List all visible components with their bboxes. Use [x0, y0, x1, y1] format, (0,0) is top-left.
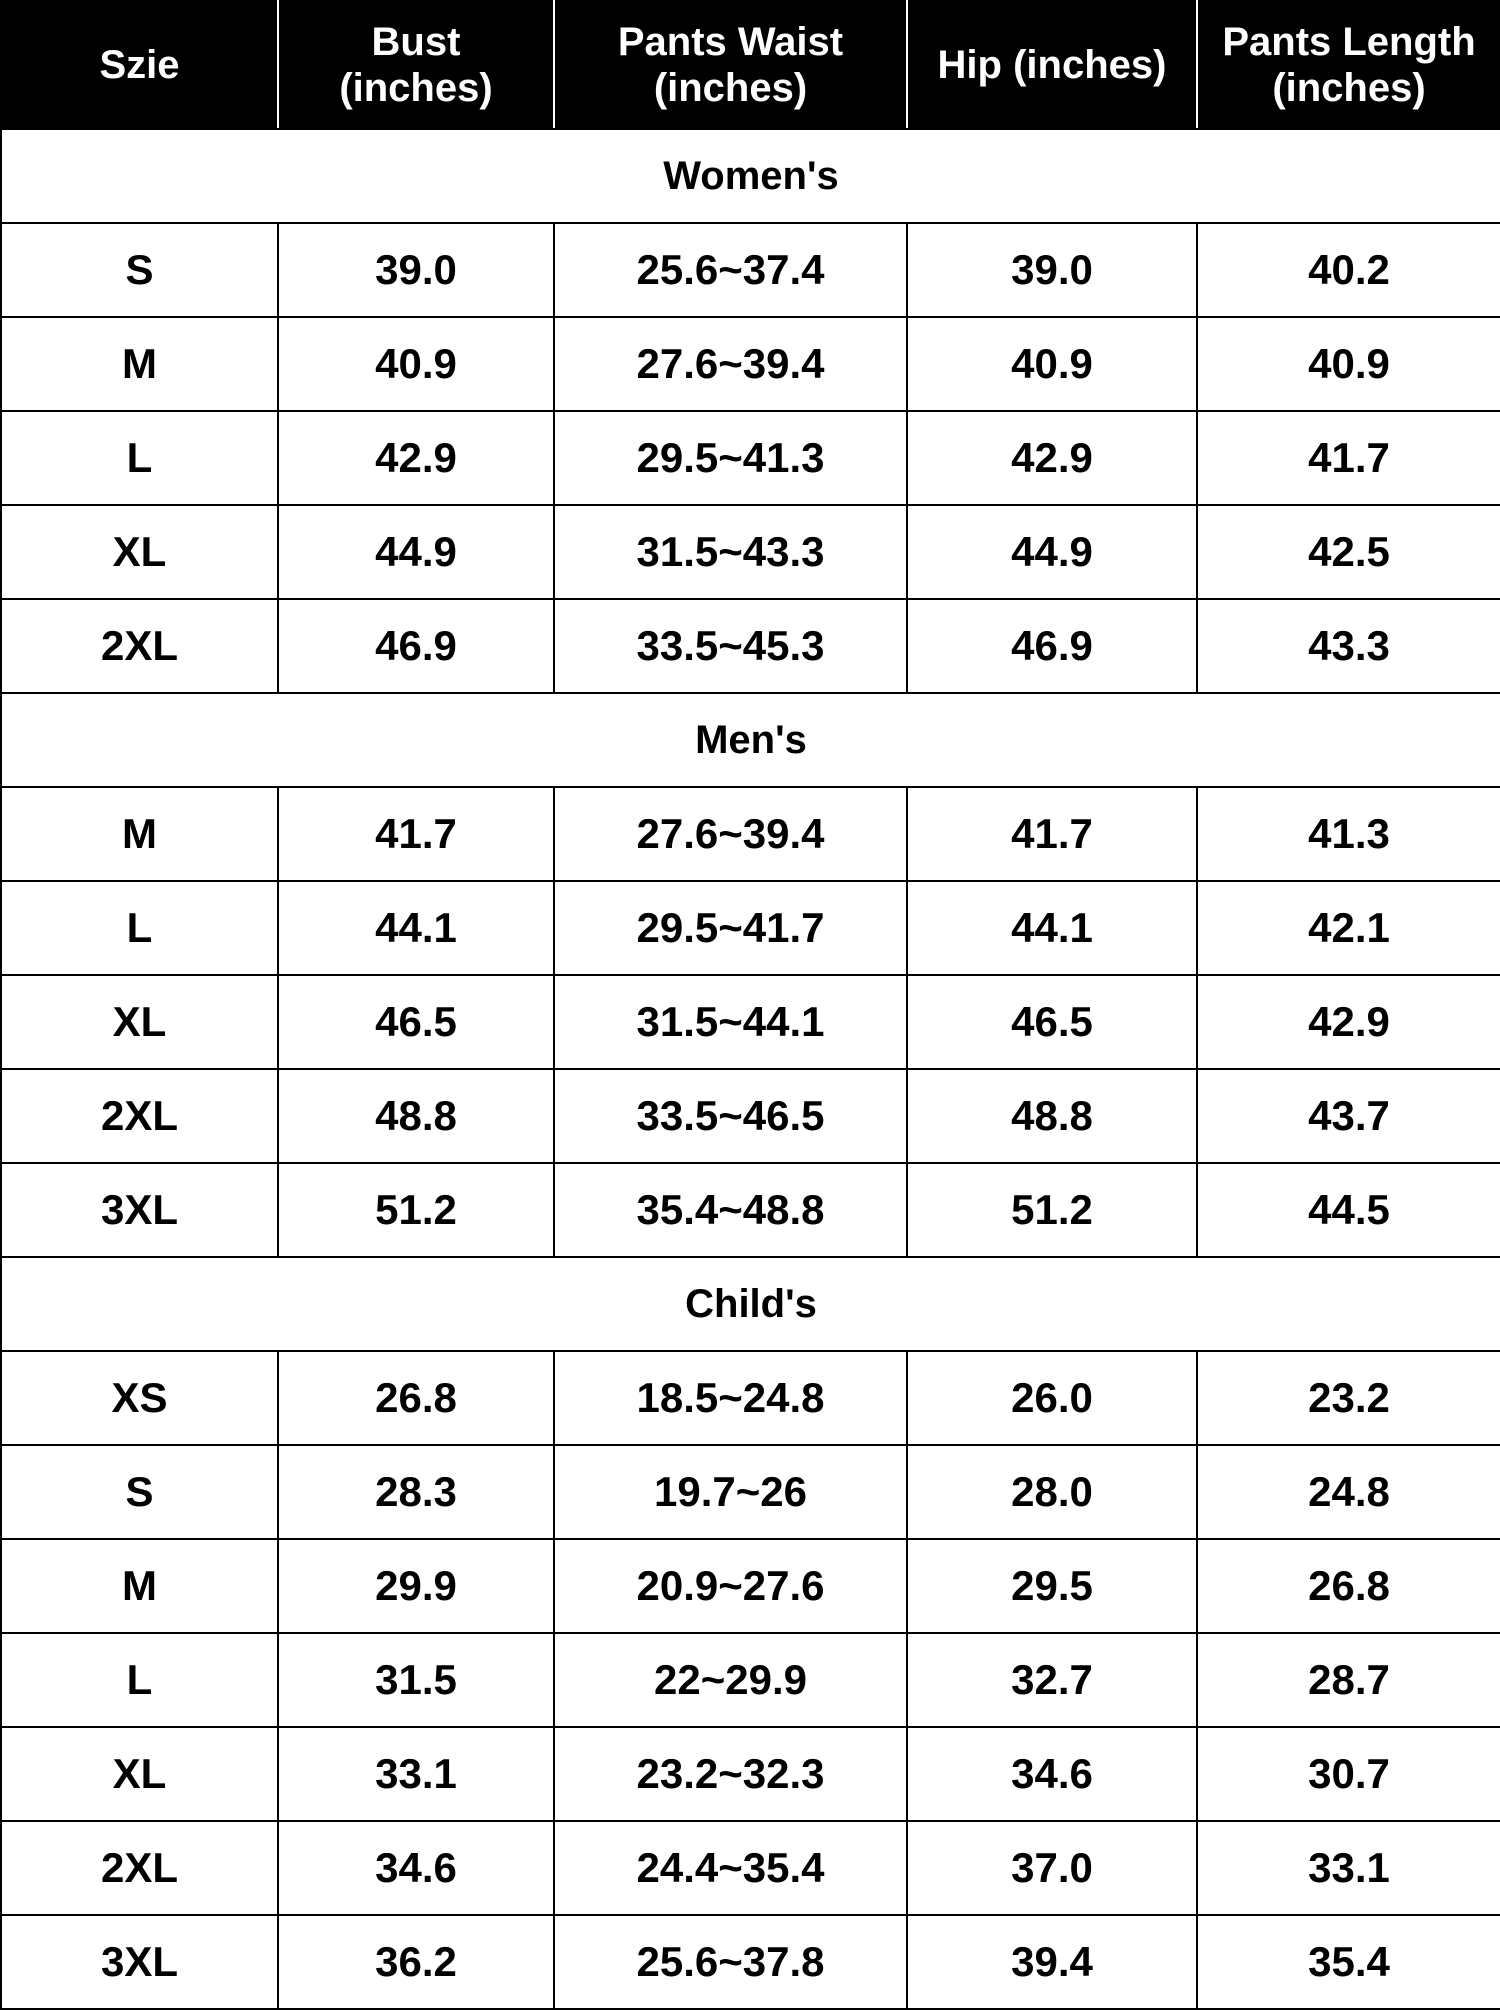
cell-bust: 51.2 — [278, 1163, 554, 1257]
cell-size: S — [1, 223, 278, 317]
cell-hip: 39.4 — [907, 1915, 1197, 2009]
cell-bust: 44.9 — [278, 505, 554, 599]
cell-pants-length: 33.1 — [1197, 1821, 1500, 1915]
cell-bust: 28.3 — [278, 1445, 554, 1539]
cell-size: L — [1, 1633, 278, 1727]
cell-bust: 33.1 — [278, 1727, 554, 1821]
section-title: Child's — [1, 1257, 1500, 1351]
cell-size: XL — [1, 975, 278, 1069]
table-row — [1, 1633, 1500, 1727]
cell-size: XL — [1, 1727, 278, 1821]
cell-hip: 42.9 — [907, 411, 1197, 505]
cell-hip: 46.9 — [907, 599, 1197, 693]
cell-pants-length: 42.5 — [1197, 505, 1500, 599]
cell-size: L — [1, 881, 278, 975]
cell-hip: 37.0 — [907, 1821, 1197, 1915]
table-row — [1, 317, 1500, 411]
cell-pants-waist: 31.5~44.1 — [554, 975, 907, 1069]
cell-pants-waist: 18.5~24.8 — [554, 1351, 907, 1445]
cell-pants-waist: 20.9~27.6 — [554, 1539, 907, 1633]
table-row — [1, 1539, 1500, 1633]
cell-pants-length: 35.4 — [1197, 1915, 1500, 2009]
table-header — [1, 1, 1500, 129]
cell-pants-waist: 31.5~43.3 — [554, 505, 907, 599]
cell-pants-length: 24.8 — [1197, 1445, 1500, 1539]
cell-bust: 26.8 — [278, 1351, 554, 1445]
section-title: Women's — [1, 129, 1500, 223]
cell-bust: 46.5 — [278, 975, 554, 1069]
cell-pants-length: 26.8 — [1197, 1539, 1500, 1633]
table-row — [1, 411, 1500, 505]
cell-hip: 34.6 — [907, 1727, 1197, 1821]
table-row — [1, 975, 1500, 1069]
cell-pants-waist: 27.6~39.4 — [554, 787, 907, 881]
table-row — [1, 1069, 1500, 1163]
table-row — [1, 1163, 1500, 1257]
cell-pants-length: 30.7 — [1197, 1727, 1500, 1821]
table-row — [1, 787, 1500, 881]
cell-pants-length: 23.2 — [1197, 1351, 1500, 1445]
cell-bust: 40.9 — [278, 317, 554, 411]
header-row — [1, 1, 1500, 129]
table-row — [1, 1915, 1500, 2009]
cell-hip: 51.2 — [907, 1163, 1197, 1257]
cell-size: L — [1, 411, 278, 505]
header-size: Szie — [1, 1, 278, 129]
cell-pants-length: 28.7 — [1197, 1633, 1500, 1727]
cell-pants-waist: 19.7~26 — [554, 1445, 907, 1539]
cell-pants-waist: 23.2~32.3 — [554, 1727, 907, 1821]
header-pants-waist: Pants Waist (inches) — [554, 1, 907, 129]
cell-bust: 29.9 — [278, 1539, 554, 1633]
cell-bust: 34.6 — [278, 1821, 554, 1915]
cell-hip: 44.9 — [907, 505, 1197, 599]
cell-pants-waist: 33.5~45.3 — [554, 599, 907, 693]
cell-size: 3XL — [1, 1163, 278, 1257]
header-bust: Bust (inches) — [278, 1, 554, 129]
cell-hip: 28.0 — [907, 1445, 1197, 1539]
cell-hip: 29.5 — [907, 1539, 1197, 1633]
section-header-row — [1, 693, 1500, 787]
section-header-row — [1, 129, 1500, 223]
cell-pants-length: 42.1 — [1197, 881, 1500, 975]
cell-hip: 39.0 — [907, 223, 1197, 317]
table-row — [1, 505, 1500, 599]
table-row — [1, 1821, 1500, 1915]
cell-pants-length: 43.3 — [1197, 599, 1500, 693]
cell-pants-waist: 29.5~41.7 — [554, 881, 907, 975]
cell-size: 2XL — [1, 599, 278, 693]
cell-pants-waist: 35.4~48.8 — [554, 1163, 907, 1257]
cell-pants-length: 40.2 — [1197, 223, 1500, 317]
cell-hip: 40.9 — [907, 317, 1197, 411]
cell-size: XL — [1, 505, 278, 599]
cell-hip: 41.7 — [907, 787, 1197, 881]
cell-bust: 36.2 — [278, 1915, 554, 2009]
cell-pants-length: 42.9 — [1197, 975, 1500, 1069]
cell-hip: 32.7 — [907, 1633, 1197, 1727]
cell-pants-length: 43.7 — [1197, 1069, 1500, 1163]
table-row — [1, 881, 1500, 975]
cell-pants-length: 41.7 — [1197, 411, 1500, 505]
cell-pants-waist: 33.5~46.5 — [554, 1069, 907, 1163]
cell-hip: 26.0 — [907, 1351, 1197, 1445]
cell-pants-waist: 22~29.9 — [554, 1633, 907, 1727]
cell-pants-length: 40.9 — [1197, 317, 1500, 411]
section-header-row — [1, 1257, 1500, 1351]
cell-size: S — [1, 1445, 278, 1539]
table-row — [1, 599, 1500, 693]
cell-bust: 31.5 — [278, 1633, 554, 1727]
cell-size: 2XL — [1, 1069, 278, 1163]
cell-bust: 46.9 — [278, 599, 554, 693]
cell-pants-waist: 24.4~35.4 — [554, 1821, 907, 1915]
cell-size: M — [1, 317, 278, 411]
cell-hip: 48.8 — [907, 1069, 1197, 1163]
cell-pants-waist: 27.6~39.4 — [554, 317, 907, 411]
table-row — [1, 1445, 1500, 1539]
section-title: Men's — [1, 693, 1500, 787]
table-row — [1, 1727, 1500, 1821]
cell-bust: 39.0 — [278, 223, 554, 317]
cell-pants-waist: 29.5~41.3 — [554, 411, 907, 505]
cell-size: 3XL — [1, 1915, 278, 2009]
cell-bust: 41.7 — [278, 787, 554, 881]
cell-pants-waist: 25.6~37.8 — [554, 1915, 907, 2009]
cell-hip: 46.5 — [907, 975, 1197, 1069]
table-row — [1, 223, 1500, 317]
cell-pants-length: 44.5 — [1197, 1163, 1500, 1257]
cell-bust: 44.1 — [278, 881, 554, 975]
table-row — [1, 1351, 1500, 1445]
cell-pants-waist: 25.6~37.4 — [554, 223, 907, 317]
cell-bust: 42.9 — [278, 411, 554, 505]
cell-pants-length: 41.3 — [1197, 787, 1500, 881]
header-pants-length: Pants Length (inches) — [1197, 1, 1500, 129]
cell-bust: 48.8 — [278, 1069, 554, 1163]
cell-size: XS — [1, 1351, 278, 1445]
table-body — [1, 129, 1500, 2009]
cell-size: 2XL — [1, 1821, 278, 1915]
cell-size: M — [1, 1539, 278, 1633]
cell-size: M — [1, 787, 278, 881]
header-hip: Hip (inches) — [907, 1, 1197, 129]
cell-hip: 44.1 — [907, 881, 1197, 975]
